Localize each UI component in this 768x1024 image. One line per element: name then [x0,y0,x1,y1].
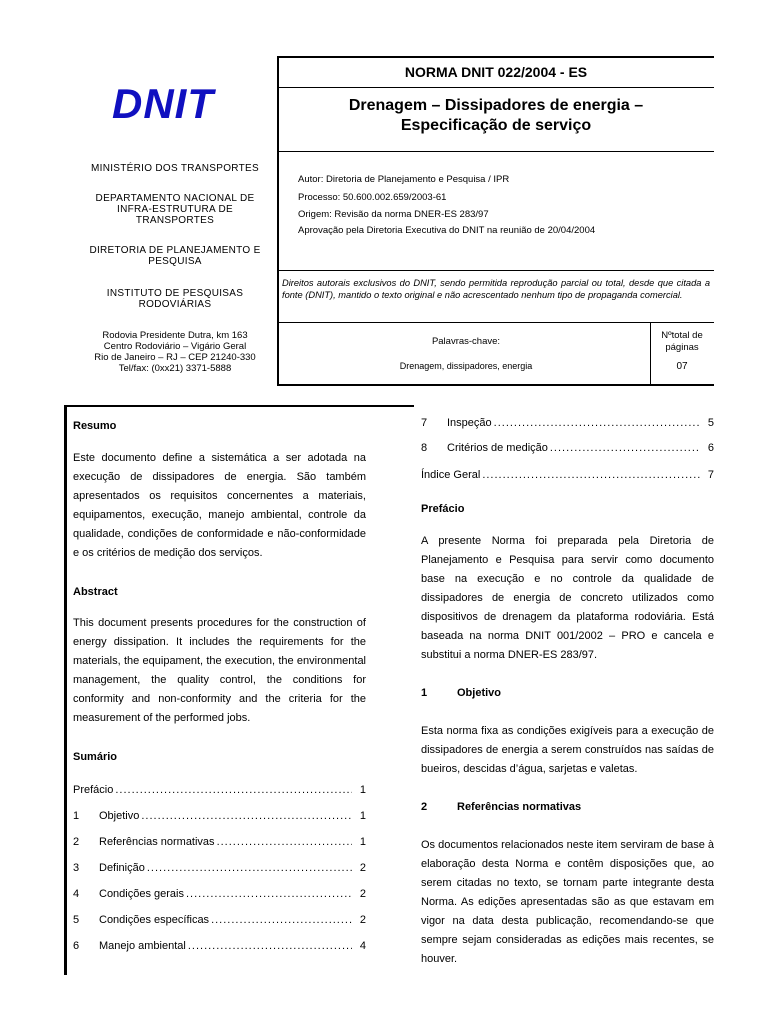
toc-item[interactable] [73,780,366,796]
header-divider [278,87,714,88]
toc-number: 5 [73,914,80,926]
section-1-heading [421,687,501,699]
header-divider-vertical [650,322,651,385]
section-2-heading [421,801,581,813]
meta-author: Autor: Diretoria de Planejamento e Pesquisa / IPR [298,174,510,185]
department-name: DEPARTAMENTO NACIONAL DE INFRA-ESTRUTURA DE TRANSPORTES [95,193,255,226]
prefacio-heading: Prefácio [421,503,465,515]
section-1-text: Esta norma fixa as condições exigíveis para a execução de dissipadores de energia a serem construídos nas saídas de bueiros, descidas d’água, sarjetas e valetas. [421,725,714,775]
copyright-notice: Direitos autorais exclusivos do DNIT, sendo permitida reprodução parcial ou total, desde que citada a fonte (DNIT), mantido o texto original e não acrescentado nenhum tipo de propaganda comercial. [282,278,710,300]
toc-number: 4 [73,888,80,900]
meta-process: Processo: 50.600.002.659/2003-61 [298,192,447,203]
section-2-text: Os documentos relacionados neste item serviram de base à elaboração desta Norma e contêm disposições que, ao serem citadas no texto, se tornam parte integrante desta Norma. As edições apresentadas são as que estavam em vigor na data desta publicação, recomendando-se que sempre sejam consideradas as edições mais recentes, se houver. [421,839,714,965]
toc-item[interactable] [421,465,714,481]
address-line: Rio de Janeiro – RJ – CEP 21240-330 [94,352,256,363]
keywords-value: Drenagem, dissipadores, energia [399,361,533,371]
left-column-top-border [64,405,414,407]
left-column-border [64,405,67,975]
toc-page: 4 [359,940,366,952]
sumario-heading: Sumário [73,751,118,763]
title-line: Especificação de serviço [400,117,592,134]
toc-page: 5 [707,417,714,429]
toc-item[interactable] [73,910,366,926]
toc-label: Manejo ambiental [99,940,186,952]
toc-leader [211,914,352,926]
toc-label: Condições específicas [99,914,210,926]
toc-item[interactable] [73,832,366,848]
prefacio-text: A presente Norma foi preparada pela Diretoria de Planejamento e Pesquisa para servir como documento base na execução e no controle da qualidade de dissipadores de energia de concreto utilizados como dispositivos de drenagem da plataforma rodoviária. Está baseada na norma DNIT 001/2002 – PRO e cancela e substitui a norma DNER-ES 283/97. [421,535,714,661]
header-frame-bottom-border [277,384,714,386]
meta-approval: Aprovação pela Diretoria Executiva do DNIT na reunião de 20/04/2004 [298,225,596,236]
toc-number: 7 [421,417,428,429]
toc-leader [186,888,352,900]
toc-page: 1 [359,810,366,822]
toc-label: Definição [99,862,145,874]
directorate-name: DIRETORIA DE PLANEJAMENTO E PESQUISA [89,245,261,267]
toc-page: 6 [707,442,714,454]
toc-number: 2 [73,836,80,848]
toc-page: 7 [707,469,714,481]
toc-item[interactable] [421,413,714,429]
toc-item[interactable] [73,884,366,900]
toc-item[interactable] [73,858,366,874]
toc-page: 1 [359,836,366,848]
abstract-heading: Abstract [73,586,118,598]
toc-leader [115,784,352,796]
toc-leader [217,836,352,848]
toc-number: 6 [73,940,80,952]
toc-page: 2 [359,914,366,926]
header-frame-left-border [277,56,279,386]
address-line: Tel/fax: (0xx21) 3371-5888 [118,363,232,374]
document-title [280,96,712,136]
toc-leader [141,810,352,822]
ministry-name: MINISTÉRIO DOS TRANSPORTES [90,163,259,174]
toc-page: 1 [359,784,366,796]
pages-label: Nºtotal de páginas [661,330,703,353]
toc-label: Critérios de medição [447,442,548,454]
title-line: Drenagem – Dissipadores de energia – [348,97,644,114]
toc-leader [494,417,700,429]
toc-label: Prefácio [73,784,114,796]
toc-label: Objetivo [99,810,140,822]
toc-label: Inspeção [447,417,492,429]
meta-origin: Origem: Revisão da norma DNER-ES 283/97 [298,209,489,220]
toc-leader [147,862,352,874]
address-line: Rodovia Presidente Dutra, km 163 [102,330,248,341]
toc-page: 2 [359,862,366,874]
keywords-label: Palavras-chave: [431,336,501,347]
section-title: Referências normativas [457,801,582,813]
toc-label: Condições gerais [99,888,184,900]
toc-number: 8 [421,442,428,454]
address [80,330,270,374]
toc-label: Índice Geral [421,469,481,481]
section-number: 1 [421,687,428,699]
resumo-text: Este documento define a sistemática a ser adotada na execução de dissipadores de energia. São também apresentados os requisitos concernentes a materiais, equipamentos, execução, manejo ambiental, controle da qualidade, condições de conformidade e não-conformidade e os critérios de medição dos serviços. [73,452,366,559]
dnit-logo: DNIT [112,80,214,127]
toc-leader [550,442,700,454]
toc-item[interactable] [421,438,714,454]
address-line: Centro Rodoviário – Vigário Geral [103,341,247,352]
toc-leader [482,469,700,481]
toc-number: 1 [73,810,80,822]
section-number: 2 [421,801,428,813]
toc-item[interactable] [73,936,366,952]
header-divider [278,322,714,323]
header-divider [278,151,714,152]
norma-code: NORMA DNIT 022/2004 - ES [404,64,588,80]
institute-name: INSTITUTO DE PESQUISAS RODOVIÁRIAS [106,288,244,310]
header-frame-top-border [277,56,714,58]
toc-number: 3 [73,862,80,874]
abstract-text: This document presents procedures for the construction of energy dissipation. It includes the requirements for the materials, the equipament, the execution, the environmental management, the quality control, the conditions for conformity and non-conformity and the criteria for the measurement of the performed jobs. [73,617,366,724]
toc-item[interactable] [73,806,366,822]
toc-label: Referências normativas [99,836,215,848]
toc-leader [188,940,352,952]
pages-value: 07 [676,361,688,372]
toc-page: 2 [359,888,366,900]
header-divider [278,270,714,271]
resumo-heading: Resumo [73,420,117,432]
section-title: Objetivo [457,687,502,699]
